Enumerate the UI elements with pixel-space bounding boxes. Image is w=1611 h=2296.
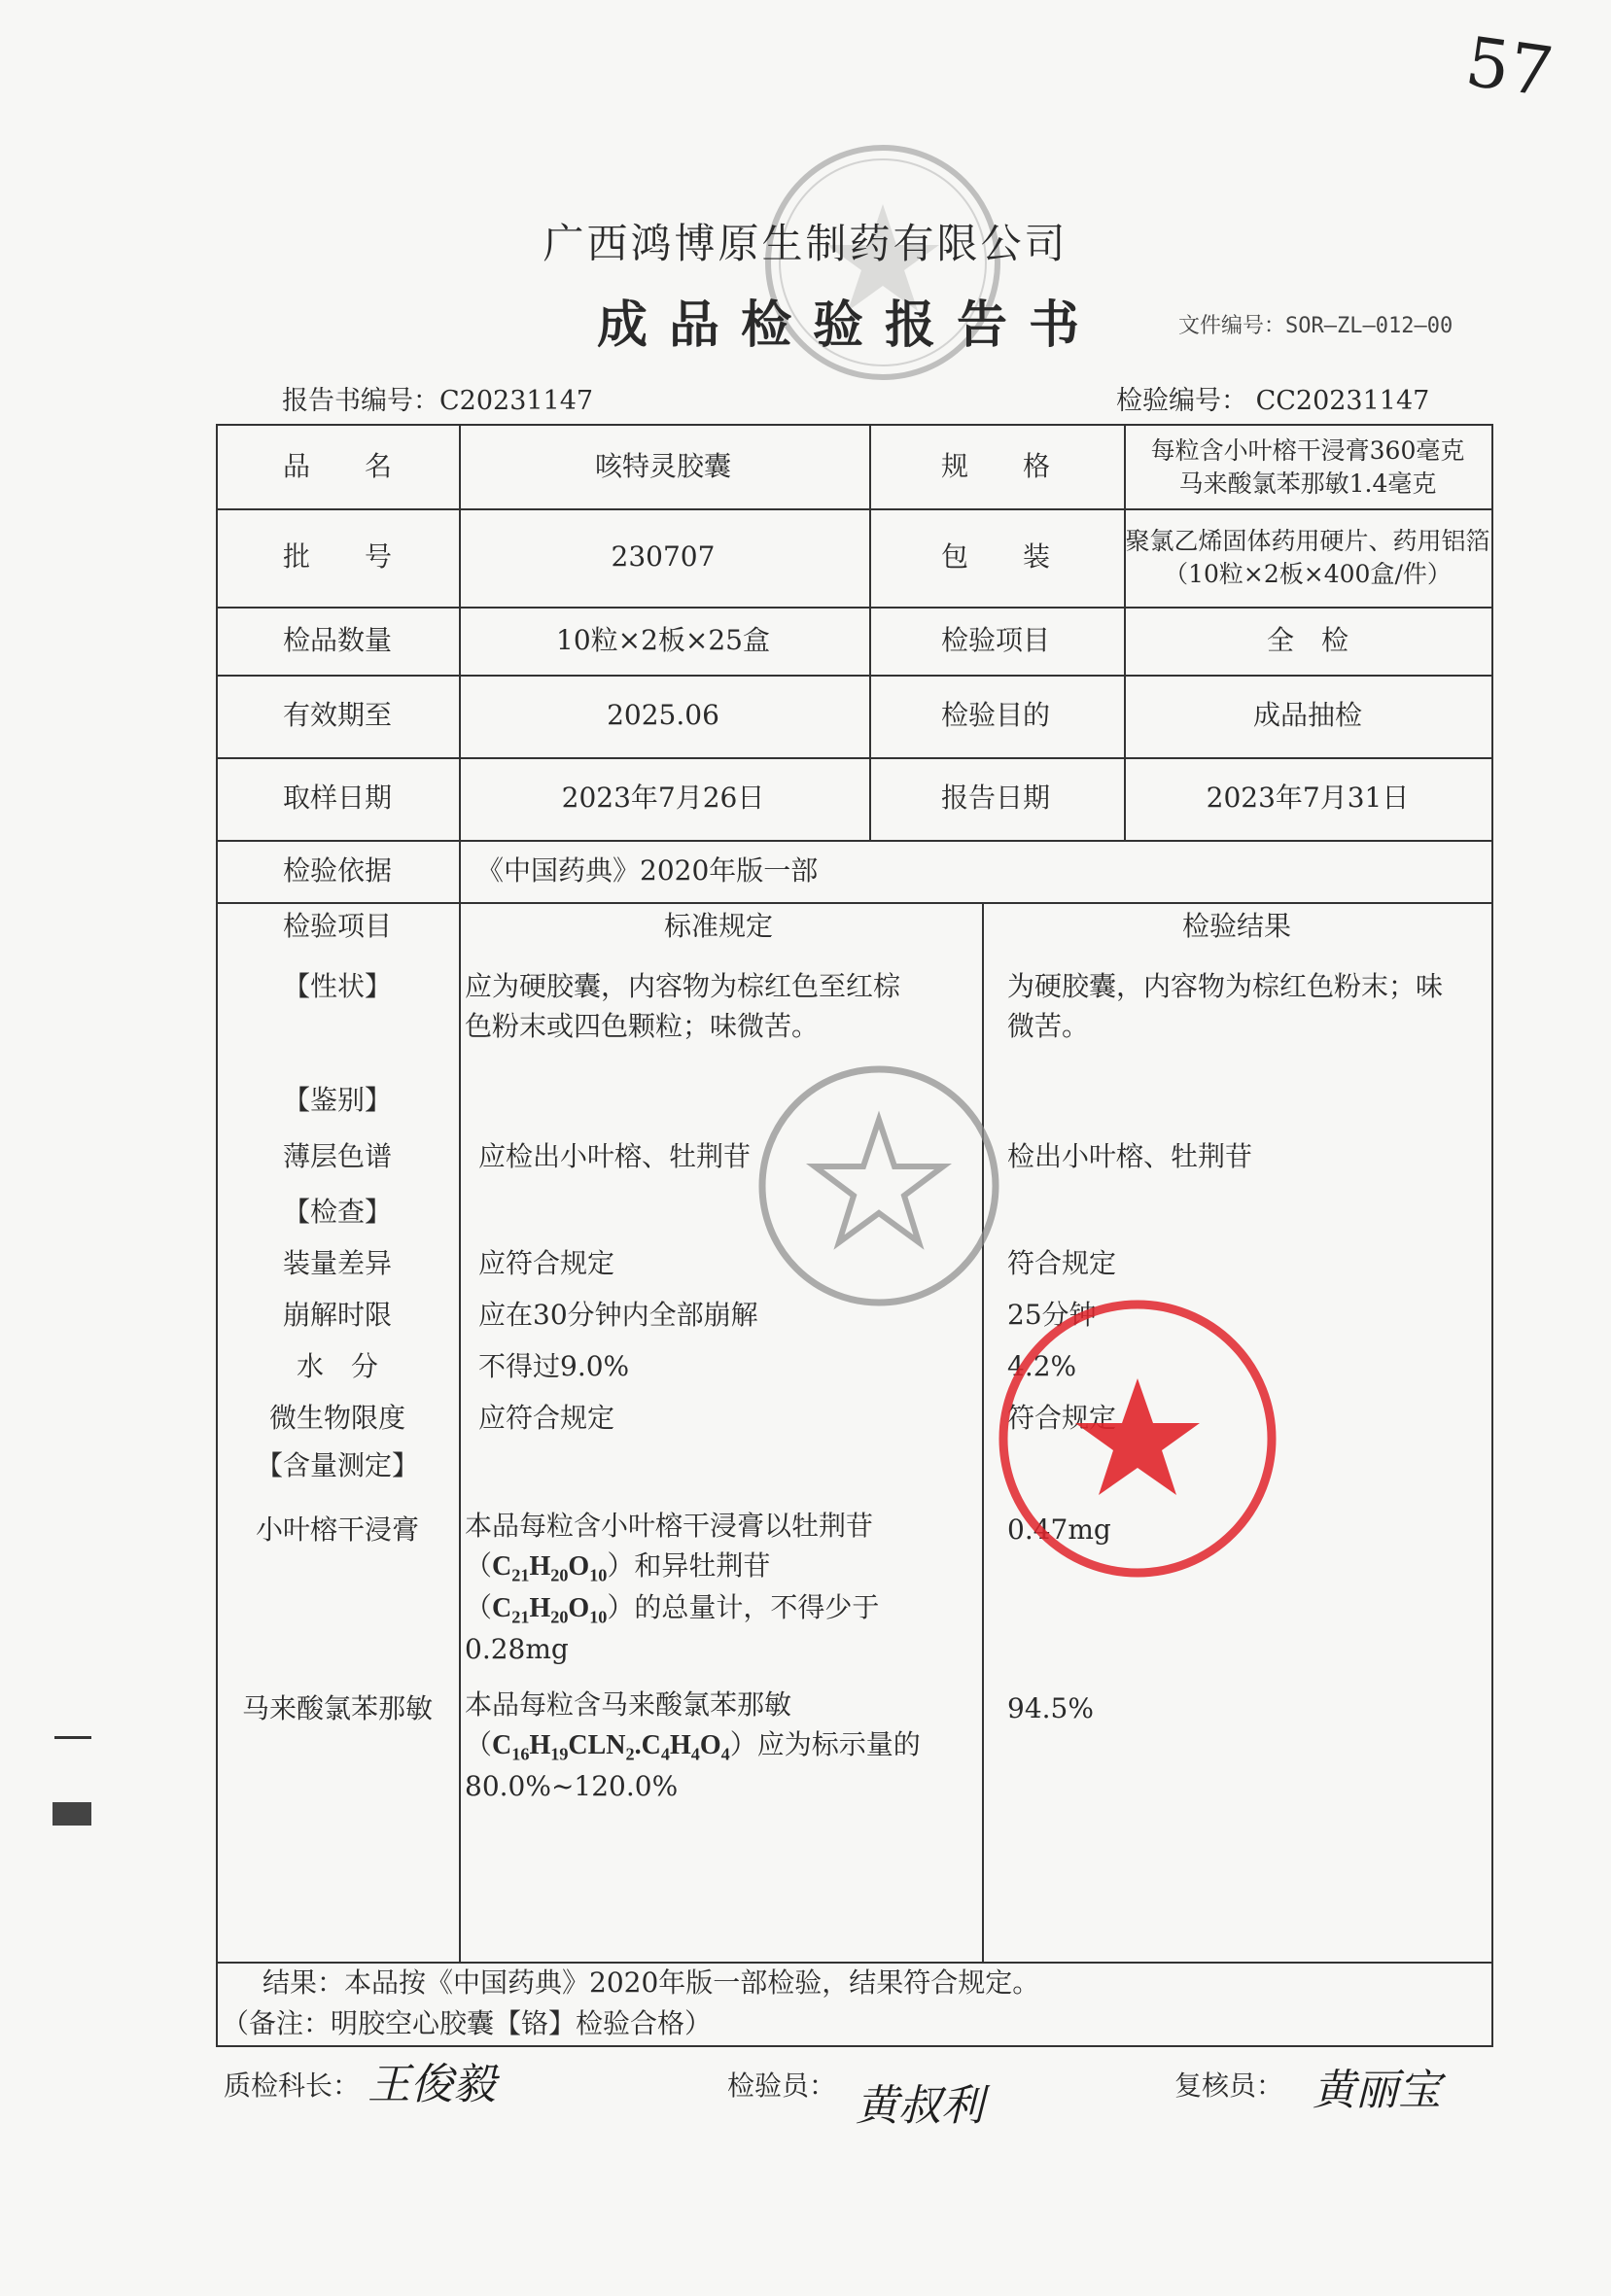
company-name: 广西鸿博原生制药有限公司 <box>543 220 1068 267</box>
basis-value: 《中国药典》2020年版一部 <box>476 853 819 887</box>
page-number: 57 <box>1460 21 1558 113</box>
quality-department-seal <box>992 1293 1283 1584</box>
batch-value: 230707 <box>611 540 716 574</box>
scan-mark <box>54 1736 91 1739</box>
product-label: 品 名 <box>282 450 392 483</box>
appearance-label: 【性状】 <box>282 970 392 1002</box>
expiry-value: 2025.06 <box>607 699 719 732</box>
col-header-result: 检验结果 <box>1181 909 1291 942</box>
scan-mark-block <box>53 1802 91 1826</box>
purpose-label: 检验目的 <box>940 699 1050 732</box>
tlc-standard: 应检出小叶榕、牡荆苷 <box>478 1140 752 1172</box>
ficus-standard-line1: 本品每粒含小叶榕干浸膏以牡荆苷 <box>465 1510 874 1542</box>
col-header-standard: 标准规定 <box>663 909 773 942</box>
ficus-standard-line4: 0.28mg <box>465 1632 569 1665</box>
chlor-standard-line3: 80.0%~120.0% <box>465 1769 679 1802</box>
expiry-label: 有效期至 <box>282 699 392 732</box>
appearance-standard-line1: 应为硬胶囊，内容物为棕红色至红棕 <box>465 970 901 1002</box>
pack-value-line1: 聚氯乙烯固体药用硬片、药用铝箔 <box>1125 526 1490 555</box>
appearance-standard <box>465 967 970 1046</box>
pack-value-line2: （10粒×2板×400盒/件） <box>1164 559 1452 588</box>
chlorphenamine-standard <box>465 1686 975 1806</box>
tlc-label: 薄层色谱 <box>282 1140 392 1172</box>
assay-label: 【含量测定】 <box>255 1449 419 1481</box>
chief-signature: 王俊毅 <box>368 2060 496 2109</box>
checks-label: 【检查】 <box>282 1196 392 1228</box>
inspector-label: 检验员： <box>727 2070 837 2102</box>
test-items-value: 全 检 <box>1266 623 1348 656</box>
reviewer-label: 复核员： <box>1174 2070 1284 2102</box>
fill-variation-result: 符合规定 <box>1007 1247 1117 1279</box>
water-standard: 不得过9.0% <box>478 1350 630 1382</box>
purpose-value: 成品抽检 <box>1252 699 1362 732</box>
test-items-label: 检验项目 <box>940 623 1050 656</box>
sample-date-label: 取样日期 <box>282 782 392 815</box>
ficus-standard-line3: $(C_{21}H_{20}O_{10})$的总量计，不得少于 <box>465 1590 880 1627</box>
document-title: 成品检验报告书 <box>597 296 1102 355</box>
conclusion: 结果：本品按《中国药典》2020年版一部检验，结果符合规定。 <box>263 1966 1040 1999</box>
sample-date-value: 2023年7月26日 <box>561 782 765 815</box>
chlorphenamine-label: 马来酸氯苯那敏 <box>241 1692 433 1724</box>
appearance-standard-line2: 色粉末或四色颗粒；味微苦。 <box>465 1009 820 1042</box>
chlorphenamine-result: 94.5% <box>1007 1692 1094 1724</box>
tlc-result: 检出小叶榕、牡荆苷 <box>1007 1140 1253 1172</box>
spec-value <box>1124 426 1491 508</box>
microbial-result: 符合规定 <box>1007 1402 1117 1434</box>
spec-value-line1: 每粒含小叶榕干浸膏360毫克 <box>1150 435 1465 465</box>
quantity-value: 10粒×2板×25盒 <box>556 623 770 656</box>
fill-variation-label: 装量差异 <box>282 1247 392 1279</box>
appearance-result <box>1007 967 1488 1046</box>
chlor-standard-line1: 本品每粒含马来酸氯苯那敏 <box>465 1688 792 1721</box>
pack-label: 包 装 <box>940 540 1050 574</box>
fill-variation-standard: 应符合规定 <box>478 1247 615 1279</box>
water-label: 水 分 <box>296 1350 378 1382</box>
quantity-label: 检品数量 <box>282 623 392 656</box>
water-result: 4.2% <box>1007 1350 1077 1382</box>
basis-label: 检验依据 <box>282 853 392 887</box>
report-date-value: 2023年7月31日 <box>1206 782 1410 815</box>
identification-label: 【鉴别】 <box>282 1084 392 1116</box>
spec-value-line2: 马来酸氯苯那敏1.4毫克 <box>1178 469 1437 498</box>
ficus-extract-standard <box>465 1507 975 1669</box>
microbial-standard: 应符合规定 <box>478 1402 615 1434</box>
col-header-item: 检验项目 <box>282 909 392 942</box>
batch-label: 批 号 <box>282 540 392 574</box>
file-number: 文件编号：SOR—ZL—012—00 <box>1178 314 1453 338</box>
appearance-result-line1: 为硬胶囊，内容物为棕红色粉末；味 <box>1007 970 1444 1002</box>
report-date-label: 报告日期 <box>940 782 1050 815</box>
chief-label: 质检科长： <box>224 2070 361 2102</box>
reviewer-signature: 黄丽宝 <box>1313 2066 1441 2115</box>
disintegration-label: 崩解时限 <box>282 1299 392 1331</box>
disintegration-standard: 应在30分钟内全部崩解 <box>478 1299 758 1331</box>
pack-value <box>1124 508 1491 607</box>
ficus-standard-line2: $(C_{21}H_{20}O_{10})$和异牡荆苷 <box>465 1548 771 1585</box>
disintegration-result: 25分钟 <box>1007 1299 1097 1331</box>
inspection-report-seal <box>753 1060 1005 1312</box>
appearance-result-line2: 微苦。 <box>1007 1009 1090 1042</box>
product-value: 咳特灵胶囊 <box>594 450 731 483</box>
spec-label: 规 格 <box>940 450 1050 483</box>
inspection-number: 检验编号： CC20231147 <box>1116 386 1430 416</box>
remark: （备注：明胶空心胶囊【铬】检验合格） <box>222 2007 713 2039</box>
inspector-signature: 黄叔利 <box>856 2081 984 2131</box>
report-number: 报告书编号：C20231147 <box>282 386 594 416</box>
ficus-extract-label: 小叶榕干浸膏 <box>255 1513 419 1546</box>
microbial-label: 微生物限度 <box>268 1402 405 1434</box>
ficus-extract-result: 0.47mg <box>1007 1513 1111 1546</box>
chlor-standard-line2: $(C_{16}H_{19}CLN_2.C_4H_4O_4)$应为标示量的 <box>465 1727 921 1764</box>
